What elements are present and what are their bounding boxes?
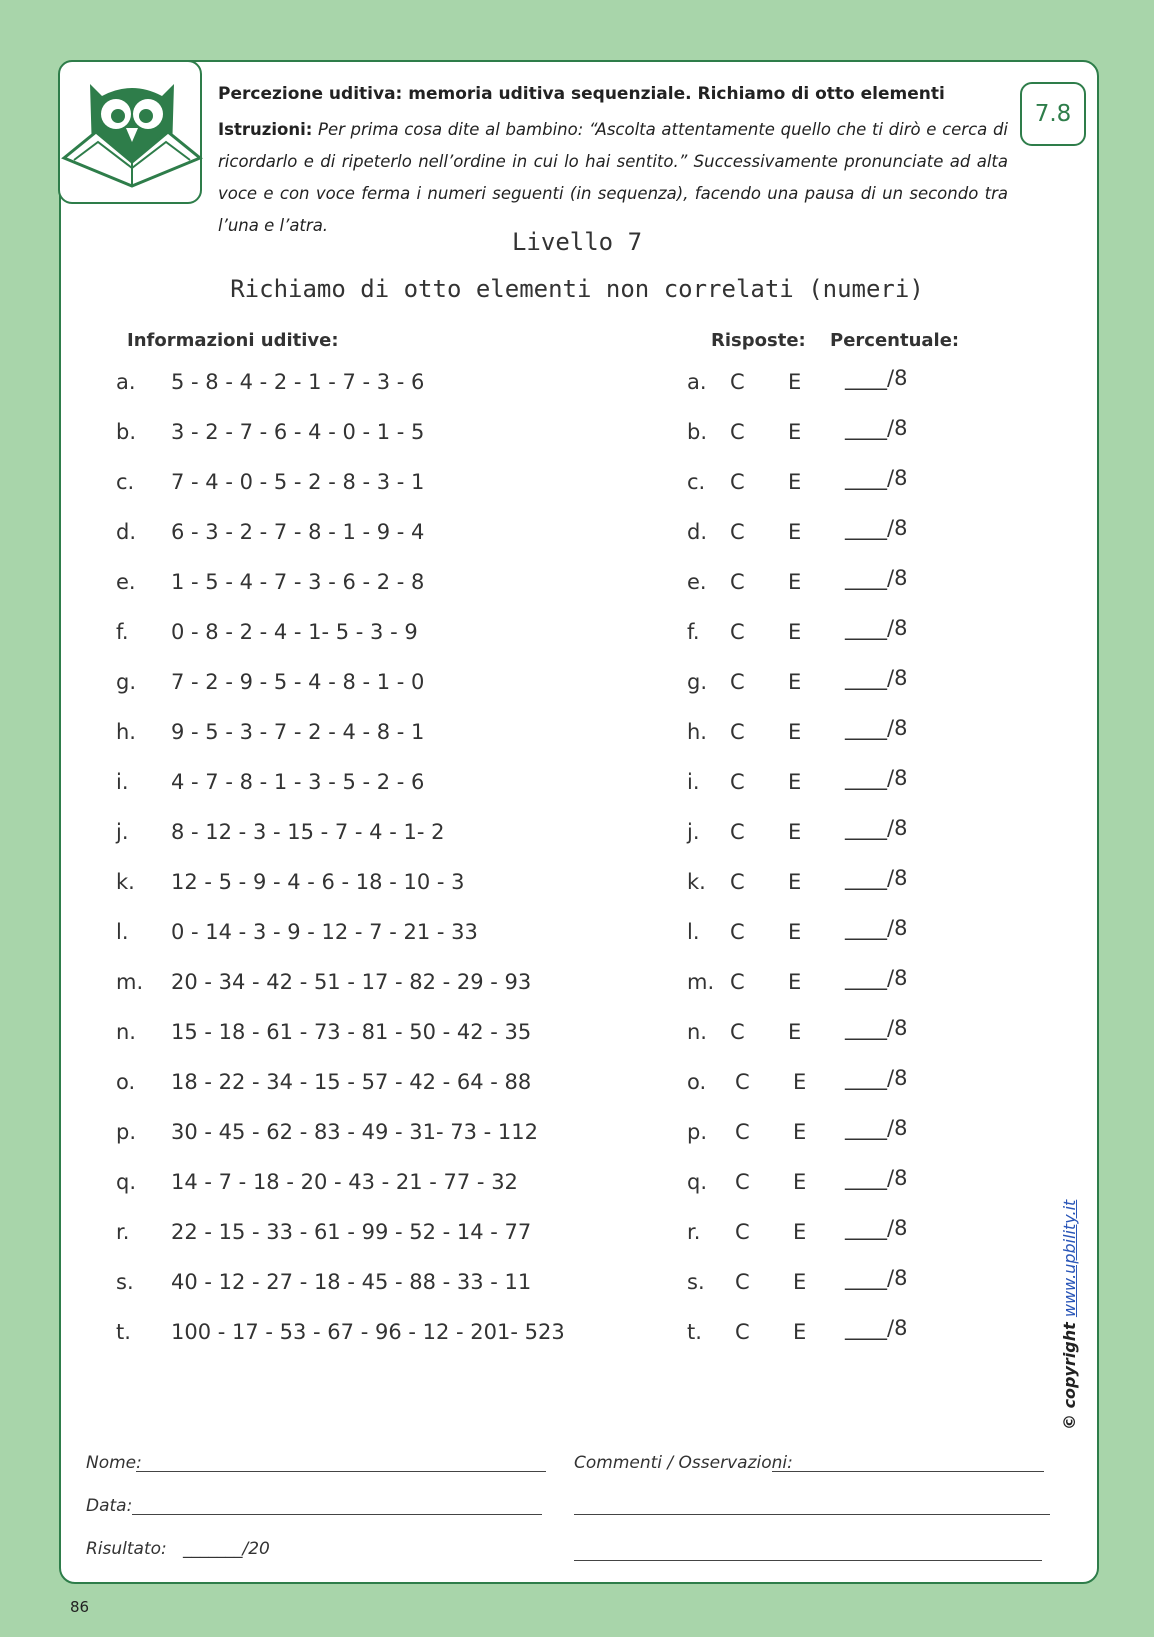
answer-error-option[interactable]: E xyxy=(788,520,802,544)
copyright-link[interactable]: www.upbility.it xyxy=(1060,1199,1079,1318)
item-sequence: 7 - 2 - 9 - 5 - 4 - 8 - 1 - 0 xyxy=(171,670,425,694)
column-header-answers: Risposte: xyxy=(711,330,806,351)
item-letter: c. xyxy=(116,470,135,494)
answer-error-option[interactable]: E xyxy=(788,420,802,444)
answer-correct-option[interactable]: C xyxy=(730,420,745,444)
answer-correct-option[interactable]: C xyxy=(730,720,745,744)
score-field[interactable]: ____/8 xyxy=(845,1116,908,1140)
item-sequence: 8 - 12 - 3 - 15 - 7 - 4 - 1- 2 xyxy=(171,820,445,844)
item-sequence: 30 - 45 - 62 - 83 - 49 - 31- 73 - 112 xyxy=(171,1120,538,1144)
answer-letter: o. xyxy=(687,1070,707,1094)
item-row xyxy=(0,1216,1154,1260)
answer-error-option[interactable]: E xyxy=(788,920,802,944)
score-field[interactable]: ____/8 xyxy=(845,1216,908,1240)
item-sequence: 9 - 5 - 3 - 7 - 2 - 4 - 8 - 1 xyxy=(171,720,425,744)
answer-correct-option[interactable]: C xyxy=(730,470,745,494)
score-field[interactable]: ____/8 xyxy=(845,766,908,790)
answer-letter: t. xyxy=(687,1320,702,1344)
answer-error-option[interactable]: E xyxy=(788,620,802,644)
score-field[interactable]: ____/8 xyxy=(845,916,908,940)
owl-logo xyxy=(58,60,202,204)
item-row xyxy=(0,616,1154,660)
answer-letter: s. xyxy=(687,1270,705,1294)
item-letter: j. xyxy=(116,820,129,844)
item-row xyxy=(0,1066,1154,1110)
comments-field-line-3[interactable] xyxy=(574,1560,1042,1561)
score-field[interactable]: ____/8 xyxy=(845,666,908,690)
date-field[interactable] xyxy=(132,1514,542,1515)
item-row xyxy=(0,366,1154,410)
level-subtitle: Richiamo di otto elementi non correlati (numeri) xyxy=(230,275,924,303)
item-sequence: 100 - 17 - 53 - 67 - 96 - 12 - 201- 523 xyxy=(171,1320,565,1344)
item-letter: r. xyxy=(116,1220,130,1244)
item-letter: p. xyxy=(116,1120,137,1144)
item-sequence: 0 - 8 - 2 - 4 - 1- 5 - 3 - 9 xyxy=(171,620,418,644)
item-letter: o. xyxy=(116,1070,136,1094)
item-letter: e. xyxy=(116,570,136,594)
answer-error-option[interactable]: E xyxy=(793,1270,807,1294)
score-field[interactable]: ____/8 xyxy=(845,1316,908,1340)
item-letter: g. xyxy=(116,670,137,694)
answer-error-option[interactable]: E xyxy=(788,570,802,594)
answer-correct-option[interactable]: C xyxy=(730,970,745,994)
instructions-label: Istruzioni: xyxy=(218,120,313,139)
score-field[interactable]: ____/8 xyxy=(845,716,908,740)
answer-correct-option[interactable]: C xyxy=(730,920,745,944)
answer-letter: f. xyxy=(687,620,700,644)
item-sequence: 7 - 4 - 0 - 5 - 2 - 8 - 3 - 1 xyxy=(171,470,425,494)
answer-letter: r. xyxy=(687,1220,701,1244)
answer-correct-option[interactable]: C xyxy=(730,620,745,644)
answer-letter: i. xyxy=(687,770,700,794)
score-field[interactable]: ____/8 xyxy=(845,866,908,890)
score-field[interactable]: ____/8 xyxy=(845,1166,908,1190)
item-sequence: 0 - 14 - 3 - 9 - 12 - 7 - 21 - 33 xyxy=(171,920,478,944)
instructions xyxy=(218,114,1008,242)
item-sequence: 22 - 15 - 33 - 61 - 99 - 52 - 14 - 77 xyxy=(171,1220,532,1244)
item-sequence: 12 - 5 - 9 - 4 - 6 - 18 - 10 - 3 xyxy=(171,870,465,894)
owl-book-icon xyxy=(60,62,204,206)
answer-correct-option[interactable]: C xyxy=(730,520,745,544)
score-field[interactable]: ____/8 xyxy=(845,466,908,490)
exercise-title: Percezione uditiva: memoria uditiva sequenziale. Richiamo di otto elementi xyxy=(218,84,945,104)
answer-error-option[interactable]: E xyxy=(788,670,802,694)
item-sequence: 18 - 22 - 34 - 15 - 57 - 42 - 64 - 88 xyxy=(171,1070,532,1094)
answer-error-option[interactable]: E xyxy=(788,870,802,894)
item-row xyxy=(0,866,1154,910)
level-title: Livello 7 xyxy=(511,228,643,256)
item-row xyxy=(0,466,1154,510)
item-sequence: 20 - 34 - 42 - 51 - 17 - 82 - 29 - 93 xyxy=(171,970,532,994)
column-header-percent: Percentuale: xyxy=(830,330,960,351)
answer-letter: k. xyxy=(687,870,706,894)
answer-error-option[interactable]: E xyxy=(788,970,802,994)
item-letter: f. xyxy=(116,620,129,644)
item-letter: k. xyxy=(116,870,135,894)
item-row xyxy=(0,816,1154,860)
answer-correct-option[interactable]: C xyxy=(735,1270,750,1294)
item-row xyxy=(0,566,1154,610)
copyright-text: © copyright xyxy=(1060,1322,1079,1430)
answer-letter: e. xyxy=(687,570,707,594)
answer-correct-option[interactable]: C xyxy=(730,770,745,794)
answer-error-option[interactable]: E xyxy=(788,1020,802,1044)
name-label: Nome: xyxy=(86,1453,142,1473)
score-field[interactable]: ____/8 xyxy=(845,616,908,640)
item-sequence: 1 - 5 - 4 - 7 - 3 - 6 - 2 - 8 xyxy=(171,570,425,594)
item-row xyxy=(0,1166,1154,1210)
item-letter: s. xyxy=(116,1270,134,1294)
column-header-info: Informazioni uditive: xyxy=(127,330,339,351)
score-field[interactable]: ____/8 xyxy=(845,516,908,540)
answer-letter: q. xyxy=(687,1170,708,1194)
answer-letter: p. xyxy=(687,1120,708,1144)
answer-letter: a. xyxy=(687,370,707,394)
answer-error-option[interactable]: E xyxy=(788,770,802,794)
item-row xyxy=(0,1016,1154,1060)
item-sequence: 4 - 7 - 8 - 1 - 3 - 5 - 2 - 6 xyxy=(171,770,425,794)
answer-letter: m. xyxy=(687,970,715,994)
answer-correct-option[interactable]: C xyxy=(735,1320,750,1344)
item-sequence: 40 - 12 - 27 - 18 - 45 - 88 - 33 - 11 xyxy=(171,1270,532,1294)
item-letter: t. xyxy=(116,1320,131,1344)
answer-error-option[interactable]: E xyxy=(788,820,802,844)
copyright-watermark xyxy=(1060,1200,1079,1430)
item-sequence: 3 - 2 - 7 - 6 - 4 - 0 - 1 - 5 xyxy=(171,420,425,444)
item-row xyxy=(0,666,1154,710)
item-letter: h. xyxy=(116,720,136,744)
item-row xyxy=(0,416,1154,460)
item-row xyxy=(0,966,1154,1010)
item-row xyxy=(0,516,1154,560)
answer-correct-option[interactable]: C xyxy=(735,1220,750,1244)
score-field[interactable]: ____/8 xyxy=(845,366,908,390)
item-row xyxy=(0,916,1154,960)
answer-correct-option[interactable]: C xyxy=(735,1120,750,1144)
item-letter: i. xyxy=(116,770,129,794)
instructions-text: Per prima cosa dite al bambino: “Ascolta attentamente quello che ti dirò e cerca di ricordarlo e di ripeterlo nell’ordine in cui lo hai sentito.” Successivamente pronunciate ad alta voce e con voce ferma i numeri seguenti (in sequenza), facendo una pausa di un secondo tra l’una e l’atra. xyxy=(218,120,1008,235)
item-letter: m. xyxy=(116,970,144,994)
item-sequence: 14 - 7 - 18 - 20 - 43 - 21 - 77 - 32 xyxy=(171,1170,518,1194)
answer-correct-option[interactable]: C xyxy=(730,1020,745,1044)
answer-error-option[interactable]: E xyxy=(788,720,802,744)
item-row xyxy=(0,1116,1154,1160)
answer-letter: n. xyxy=(687,1020,707,1044)
answer-letter: l. xyxy=(687,920,700,944)
item-row xyxy=(0,716,1154,760)
name-field[interactable] xyxy=(136,1471,546,1472)
comments-label: Commenti / Osservazioni: xyxy=(574,1453,793,1473)
answer-correct-option[interactable]: C xyxy=(735,1070,750,1094)
comments-field-line-1[interactable] xyxy=(772,1471,1044,1472)
answer-correct-option[interactable]: C xyxy=(735,1170,750,1194)
item-letter: b. xyxy=(116,420,137,444)
score-field[interactable]: ____/8 xyxy=(845,1266,908,1290)
answer-error-option[interactable]: E xyxy=(793,1170,807,1194)
score-field[interactable]: ____/8 xyxy=(845,1016,908,1040)
answer-error-option[interactable]: E xyxy=(793,1320,807,1344)
item-letter: a. xyxy=(116,370,136,394)
comments-field-line-2[interactable] xyxy=(574,1514,1050,1515)
answer-correct-option[interactable]: C xyxy=(730,370,745,394)
answer-letter: c. xyxy=(687,470,706,494)
answer-letter: j. xyxy=(687,820,700,844)
answer-correct-option[interactable]: C xyxy=(730,870,745,894)
item-row xyxy=(0,1316,1154,1360)
answer-error-option[interactable]: E xyxy=(788,470,802,494)
item-row xyxy=(0,1266,1154,1310)
item-letter: n. xyxy=(116,1020,136,1044)
answer-correct-option[interactable]: C xyxy=(730,670,745,694)
score-field[interactable]: ____/8 xyxy=(845,816,908,840)
answer-letter: g. xyxy=(687,670,708,694)
result-field[interactable]: _______/20 xyxy=(183,1539,270,1559)
item-letter: q. xyxy=(116,1170,137,1194)
answer-error-option[interactable]: E xyxy=(793,1220,807,1244)
item-sequence: 5 - 8 - 4 - 2 - 1 - 7 - 3 - 6 xyxy=(171,370,425,394)
item-sequence: 6 - 3 - 2 - 7 - 8 - 1 - 9 - 4 xyxy=(171,520,425,544)
item-row xyxy=(0,766,1154,810)
score-field[interactable]: ____/8 xyxy=(845,566,908,590)
item-letter: d. xyxy=(116,520,137,544)
exercise-number-badge: 7.8 xyxy=(1020,82,1086,146)
date-label: Data: xyxy=(86,1496,133,1516)
item-sequence: 15 - 18 - 61 - 73 - 81 - 50 - 42 - 35 xyxy=(171,1020,532,1044)
item-letter: l. xyxy=(116,920,129,944)
score-field[interactable]: ____/8 xyxy=(845,416,908,440)
answer-error-option[interactable]: E xyxy=(793,1120,807,1144)
result-label: Risultato: xyxy=(86,1539,167,1559)
answer-correct-option[interactable]: C xyxy=(730,820,745,844)
answer-error-option[interactable]: E xyxy=(793,1070,807,1094)
answer-letter: b. xyxy=(687,420,708,444)
page-number: 86 xyxy=(70,1598,90,1616)
answer-correct-option[interactable]: C xyxy=(730,570,745,594)
answer-error-option[interactable]: E xyxy=(788,370,802,394)
answer-letter: d. xyxy=(687,520,708,544)
score-field[interactable]: ____/8 xyxy=(845,1066,908,1090)
answer-letter: h. xyxy=(687,720,707,744)
score-field[interactable]: ____/8 xyxy=(845,966,908,990)
